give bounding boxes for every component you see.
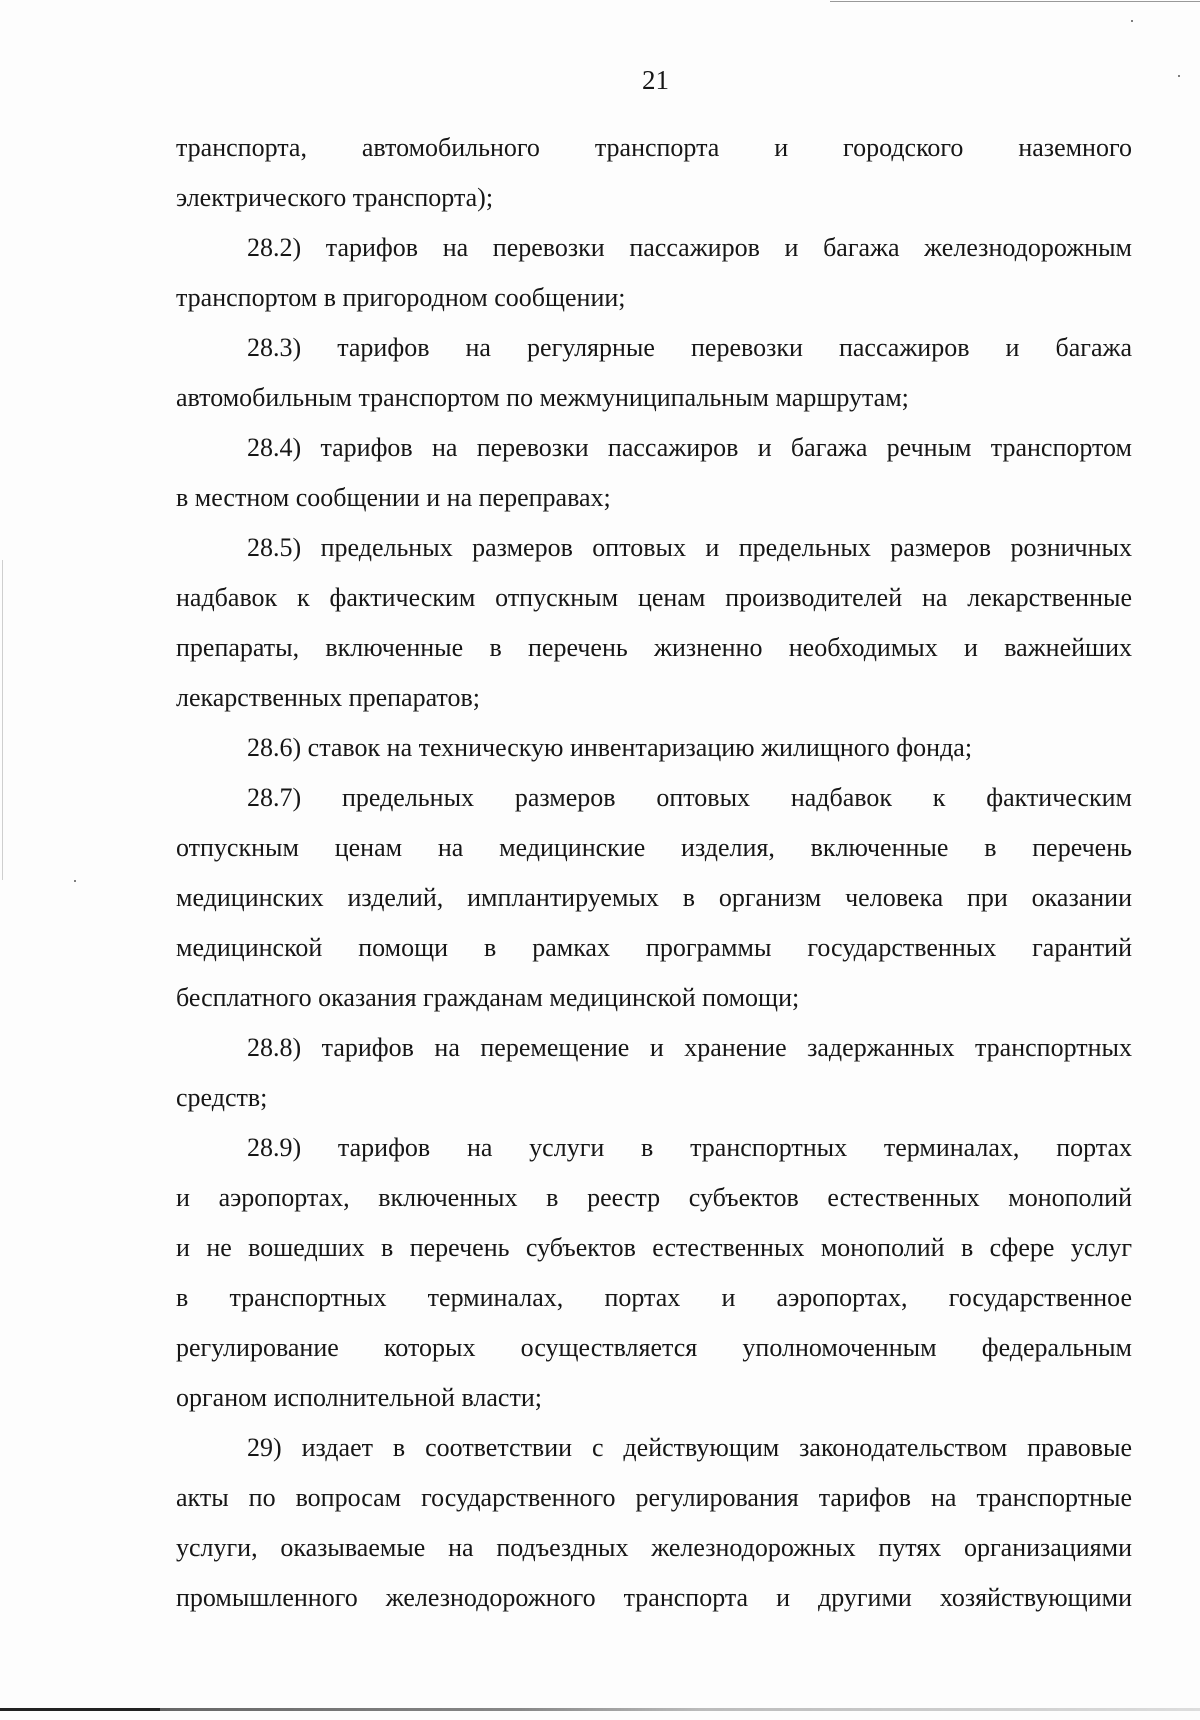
- text-line: органом исполнительной власти;: [176, 1383, 542, 1412]
- text-line: 28.2) тарифов на перевозки пассажиров и багажа железнодорожным: [247, 233, 1132, 262]
- text-line: регулирование которых осуществляется уполномоченным федеральным: [176, 1333, 1132, 1362]
- text-line: медицинской помощи в рамках программы государственных гарантий: [176, 933, 1132, 962]
- text-line: транспортом в пригородном сообщении;: [176, 283, 626, 312]
- text-line: и не вошедших в перечень субъектов естественных монополий в сфере услуг: [176, 1233, 1132, 1262]
- text-line: в местном сообщении и на переправах;: [176, 483, 611, 512]
- text-line: 28.6) ставок на техническую инвентаризацию жилищного фонда;: [247, 733, 973, 762]
- paragraph-continuation: [176, 123, 1132, 223]
- page-number: 21: [642, 65, 669, 95]
- text-line: транспорта, автомобильного транспорта и городского наземного: [176, 133, 1132, 162]
- text-line: медицинских изделий, имплантируемых в организм человека при оказании: [176, 883, 1132, 912]
- text-line: 28.7) предельных размеров оптовых надбавок к фактическим: [247, 783, 1132, 812]
- scan-speck: [74, 880, 76, 882]
- paragraph-28-7: [176, 773, 1132, 1023]
- text-line: лекарственных препаратов;: [176, 683, 480, 712]
- scan-artifact-top: [830, 1, 1200, 2]
- text-line: средств;: [176, 1083, 268, 1112]
- paragraph-28-6: [176, 723, 1132, 773]
- text-line: бесплатного оказания гражданам медицинской помощи;: [176, 983, 800, 1012]
- paragraph-28-9: [176, 1123, 1132, 1423]
- text-line: 28.9) тарифов на услуги в транспортных терминалах, портах: [247, 1133, 1132, 1162]
- text-line: 29) издает в соответствии с действующим законодательством правовые: [247, 1433, 1132, 1462]
- text-line: препараты, включенные в перечень жизненно необходимых и важнейших: [176, 633, 1132, 662]
- document-body: [176, 123, 1132, 1623]
- text-line: услуги, оказываемые на подъездных железнодорожных путях организациями: [176, 1533, 1132, 1562]
- text-line: в транспортных терминалах, портах и аэропортах, государственное: [176, 1283, 1132, 1312]
- scan-artifact-bottom: [0, 1708, 1200, 1711]
- text-line: 28.5) предельных размеров оптовых и предельных размеров розничных: [247, 533, 1132, 562]
- text-line: автомобильным транспортом по межмуниципальным маршрутам;: [176, 383, 909, 412]
- paragraph-28-4: [176, 423, 1132, 523]
- text-line: отпускным ценам на медицинские изделия, включенные в перечень: [176, 833, 1132, 862]
- paragraph-28-2: [176, 223, 1132, 323]
- text-line: 28.4) тарифов на перевозки пассажиров и багажа речным транспортом: [247, 433, 1132, 462]
- text-line: и аэропортах, включенных в реестр субъектов естественных монополий: [176, 1183, 1132, 1212]
- text-line: надбавок к фактическим отпускным ценам производителей на лекарственные: [176, 583, 1132, 612]
- paragraph-28-8: [176, 1023, 1132, 1123]
- text-line: электрического транспорта);: [176, 183, 494, 212]
- text-line: акты по вопросам государственного регулирования тарифов на транспортные: [176, 1483, 1132, 1512]
- paragraph-28-5: [176, 523, 1132, 723]
- text-line: промышленного железнодорожного транспорта и другими хозяйствующими: [176, 1583, 1132, 1612]
- paragraph-28-3: [176, 323, 1132, 423]
- text-line: 28.8) тарифов на перемещение и хранение задержанных транспортных: [247, 1033, 1132, 1062]
- scan-artifact-left: [2, 560, 3, 880]
- paragraph-29: [176, 1423, 1132, 1623]
- text-line: 28.3) тарифов на регулярные перевозки пассажиров и багажа: [247, 333, 1132, 362]
- scan-speck: [1131, 20, 1133, 22]
